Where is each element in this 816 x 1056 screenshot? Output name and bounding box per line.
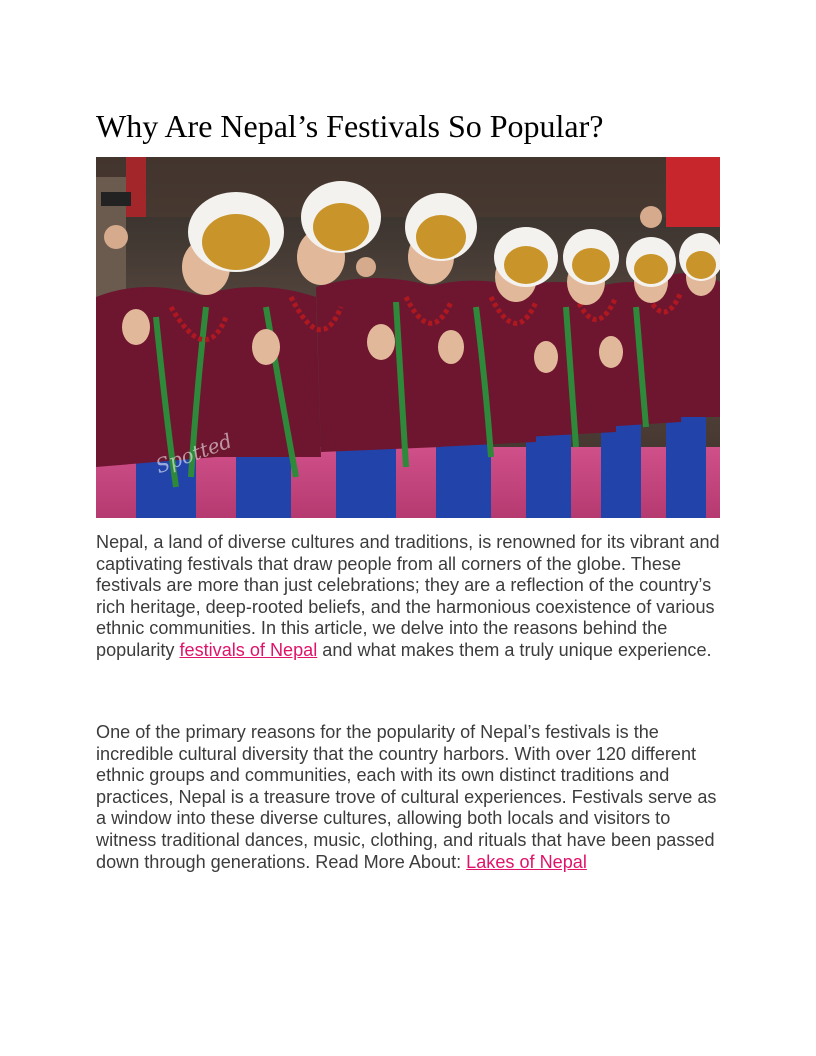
diversity-paragraph — [96, 722, 728, 873]
intro-text-end: and what makes them a truly unique experience. — [317, 639, 712, 660]
festival-dancers-photo — [96, 157, 720, 518]
intro-text: Nepal, a land of diverse cultures and traditions, is renowned for its vibrant and captivating festivals that draw people from all corners of the globe. These festivals are more than just celebrations; they are a reflection of the country’s rich heritage, deep-rooted beliefs, and the harmonious coexistence of various ethnic communities. In this article, we delve into the reasons behind the popularity — [96, 532, 720, 660]
page-title: Why Are Nepal’s Festivals So Popular? — [96, 108, 604, 144]
lakes-of-nepal-link[interactable]: Lakes of Nepal — [466, 851, 587, 872]
intro-paragraph — [96, 532, 728, 662]
diversity-text: One of the primary reasons for the popularity of Nepal’s festivals is the incredible cultural diversity that the country harbors. With over 120 different ethnic groups and communities, each with its own distinct traditions and practices, Nepal is a treasure trove of cultural experiences. Festivals serve as a window into these diverse cultures, allowing both locals and visitors to witness traditional dances, music, clothing, and rituals that have been passed down through generations. Read More About: — [96, 722, 717, 872]
festivals-of-nepal-link[interactable]: festivals of Nepal — [179, 639, 318, 660]
watermark-logo: Spotted — [152, 428, 236, 479]
